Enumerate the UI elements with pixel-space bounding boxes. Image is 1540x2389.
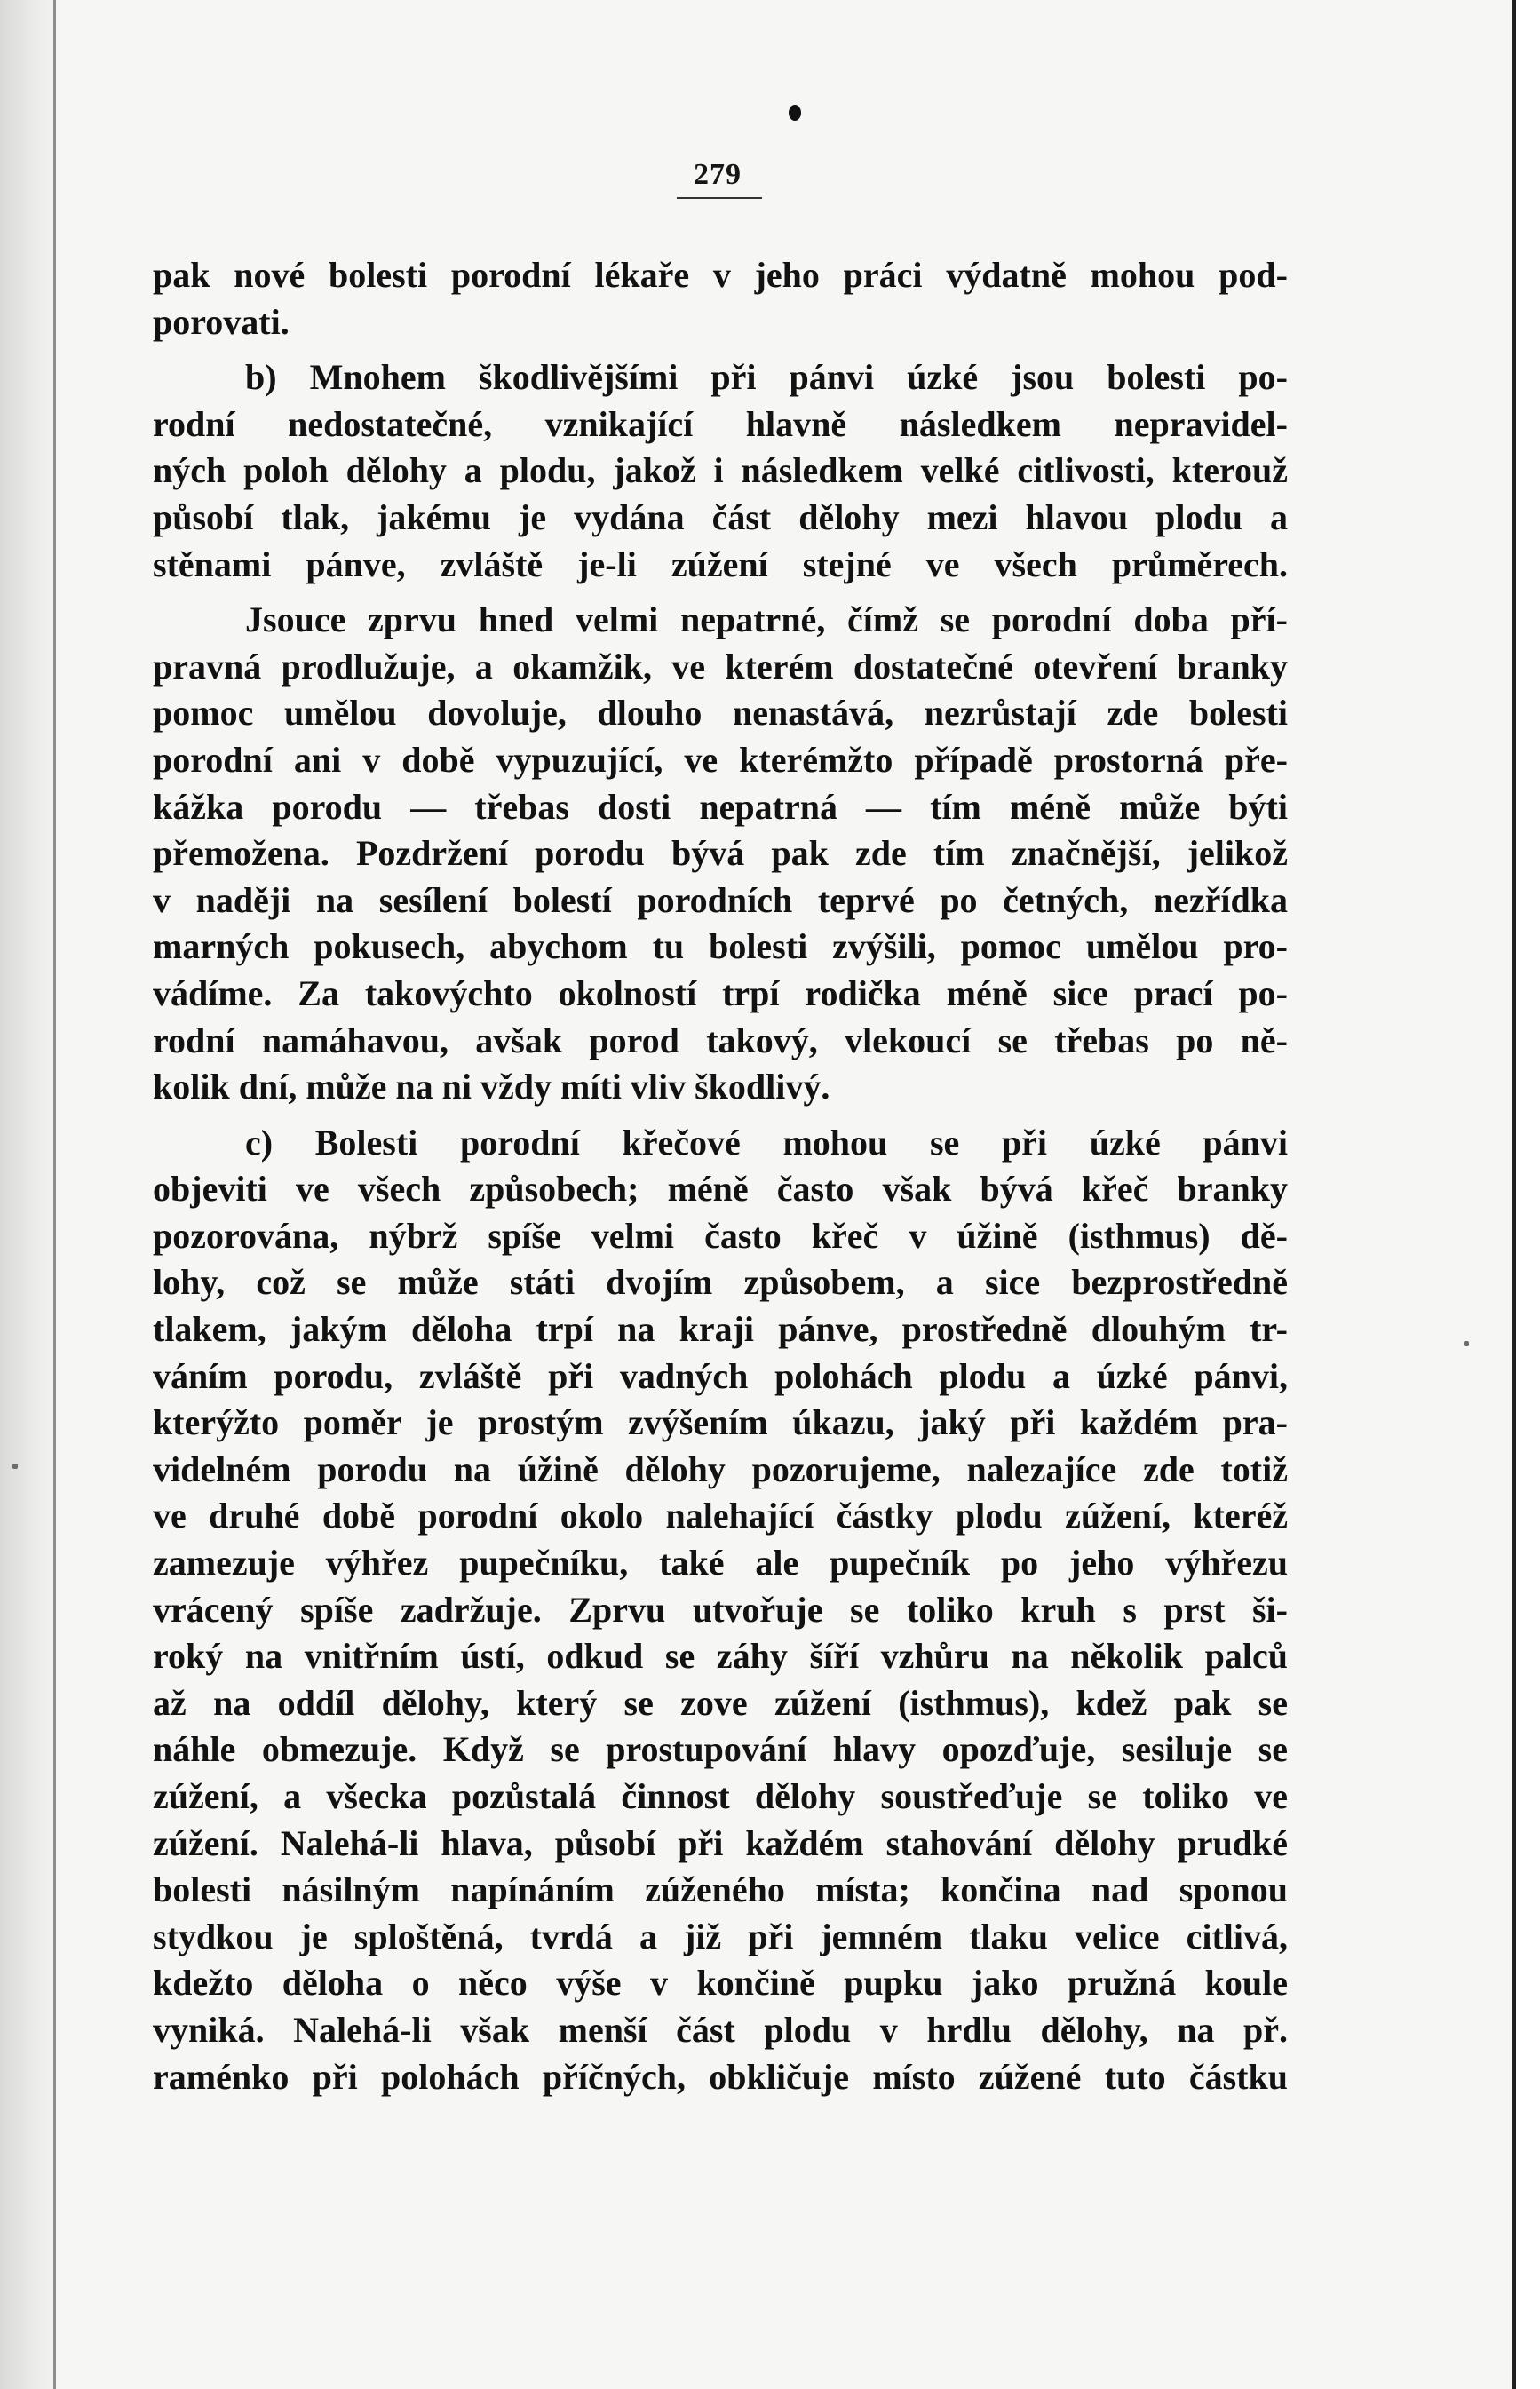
paragraph-gap <box>153 588 1288 597</box>
text-line: náhle obmezuje. Když se prostupování hlavy opozďuje, sesiluje se <box>153 1729 1288 1770</box>
scan-speck <box>12 1464 18 1469</box>
text-line: ve druhé době porodní okolo nalehající částky plodu zúžení, kteréž <box>153 1496 1288 1536</box>
paragraph-gap <box>153 1111 1288 1120</box>
text-line: působí tlak, jakému je vydána část dělohy mezi hlavou plodu a <box>153 496 1288 537</box>
text-line: vádíme. Za takovýchto okolností trpí rodička méně sice prací po- <box>153 972 1288 1013</box>
text-line: zúžení, a všecka pozůstalá činnost dělohy soustřeďuje se toliko ve <box>153 1776 1288 1816</box>
text-line: rodní namáhavou, avšak porod takový, vlekoucí se třebas po ně- <box>153 1020 1288 1060</box>
text-line: vrácený spíše zadržuje. Zprvu utvořuje se toliko kruh s prst ši- <box>153 1589 1288 1630</box>
text-line: kdežto děloha o něco výše v končině pupku jako pružná koule <box>153 1963 1288 2004</box>
page-right-margin <box>1515 0 1540 2389</box>
text-line: přemožena. Pozdržení porodu bývá pak zde tím značnější, jelikož <box>153 833 1288 874</box>
text-line: kážka porodu — třebas dosti nepatrná — tím méně může býti <box>153 786 1288 827</box>
text-line: vyniká. Nalehá-li však menší část plodu v hrdlu dělohy, na př. <box>153 2009 1288 2050</box>
text-line: kolik dní, může na ni vždy míti vliv škodlivý. <box>153 1067 830 1107</box>
text-line: pravná prodlužuje, a okamžik, ve kterém dostatečné otevření branky <box>153 646 1288 687</box>
text-line: váním porodu, zvláště při vadných polohách plodu a úzké pánvi, <box>153 1355 1288 1396</box>
text-line: roký na vnitřním ústí, odkud se záhy šíří vzhůru na několik palců <box>153 1636 1288 1677</box>
text-line: porodní ani v době vypuzující, ve kterémžto případě prostorná pře- <box>153 739 1288 780</box>
binding-gutter <box>0 0 55 2389</box>
text-line: videlném porodu na úžině dělohy pozorujeme, nalezajíce zde totiž <box>153 1448 1288 1489</box>
text-line: pozorována, nýbrž spíše velmi často křeč v úžině (isthmus) dě- <box>153 1215 1288 1256</box>
text-line: bolesti násilným napínáním zúženého místa; končina nad sponou <box>153 1869 1288 1910</box>
page-right-border <box>1512 0 1516 2389</box>
text-line: tlakem, jakým děloha trpí na kraji pánve, prostředně dlouhým tr- <box>153 1309 1288 1350</box>
text-line: stěnami pánve, zvláště je-li zúžení stejné ve všech průměrech. <box>153 544 1288 584</box>
text-line: až na oddíl dělohy, který se zove zúžení (isthmus), kdež pak se <box>153 1682 1288 1723</box>
text-line: raménko při polohách příčných, obkličuje místo zúžené tuto částku <box>153 2056 1288 2097</box>
text-line: ných poloh dělohy a plodu, jakož i následkem velké citlivosti, kterouž <box>153 450 1288 491</box>
text-line: zúžení. Nalehá-li hlava, působí při každém stahování dělohy prudké <box>153 1822 1288 1863</box>
text-line: lohy, což se může státi dvojím způsobem, a sice bezprostředně <box>153 1262 1288 1303</box>
binding-edge-line <box>53 0 56 2389</box>
text-line: objeviti ve všech způsobech; méně často však bývá křeč branky <box>153 1169 1288 1210</box>
scan-speck <box>1464 1341 1469 1346</box>
paragraph-gap <box>153 345 1288 354</box>
text-line: v naději na sesílení bolestí porodních teprvé po četných, nezřídka <box>153 879 1288 920</box>
body-text <box>153 252 1288 2100</box>
text-line: b) Mnohem škodlivějšími při pánvi úzké jsou bolesti po- <box>245 357 1288 398</box>
text-line: rodní nedostatečné, vznikající hlavně následkem nepravidel- <box>153 403 1288 444</box>
ink-dot <box>789 105 801 121</box>
text-line: stydkou je sploštěná, tvrdá a již při jemném tlaku velice citlivá, <box>153 1916 1288 1956</box>
text-line: pomoc umělou dovoluje, dlouho nenastává, nezrůstají zde bolesti <box>153 693 1288 734</box>
text-line: zamezuje výhřez pupečníku, také ale pupečník po jeho výhřezu <box>153 1543 1288 1583</box>
page-number: 279 <box>694 158 742 191</box>
text-line: kterýžto poměr je prostým zvýšením úkazu, jaký při každém pra- <box>153 1402 1288 1443</box>
text-line: marných pokusech, abychom tu bolesti zvýšili, pomoc umělou pro- <box>153 926 1288 967</box>
text-line: c) Bolesti porodní křečové mohou se při úzké pánvi <box>245 1122 1288 1163</box>
text-line: porovati. <box>153 301 290 342</box>
text-line: pak nové bolesti porodní lékaře v jeho práci výdatně mohou pod- <box>153 255 1288 295</box>
text-line: Jsouce zprvu hned velmi nepatrné, čímž se porodní doba pří- <box>245 599 1288 640</box>
page-number-rule <box>677 197 762 199</box>
